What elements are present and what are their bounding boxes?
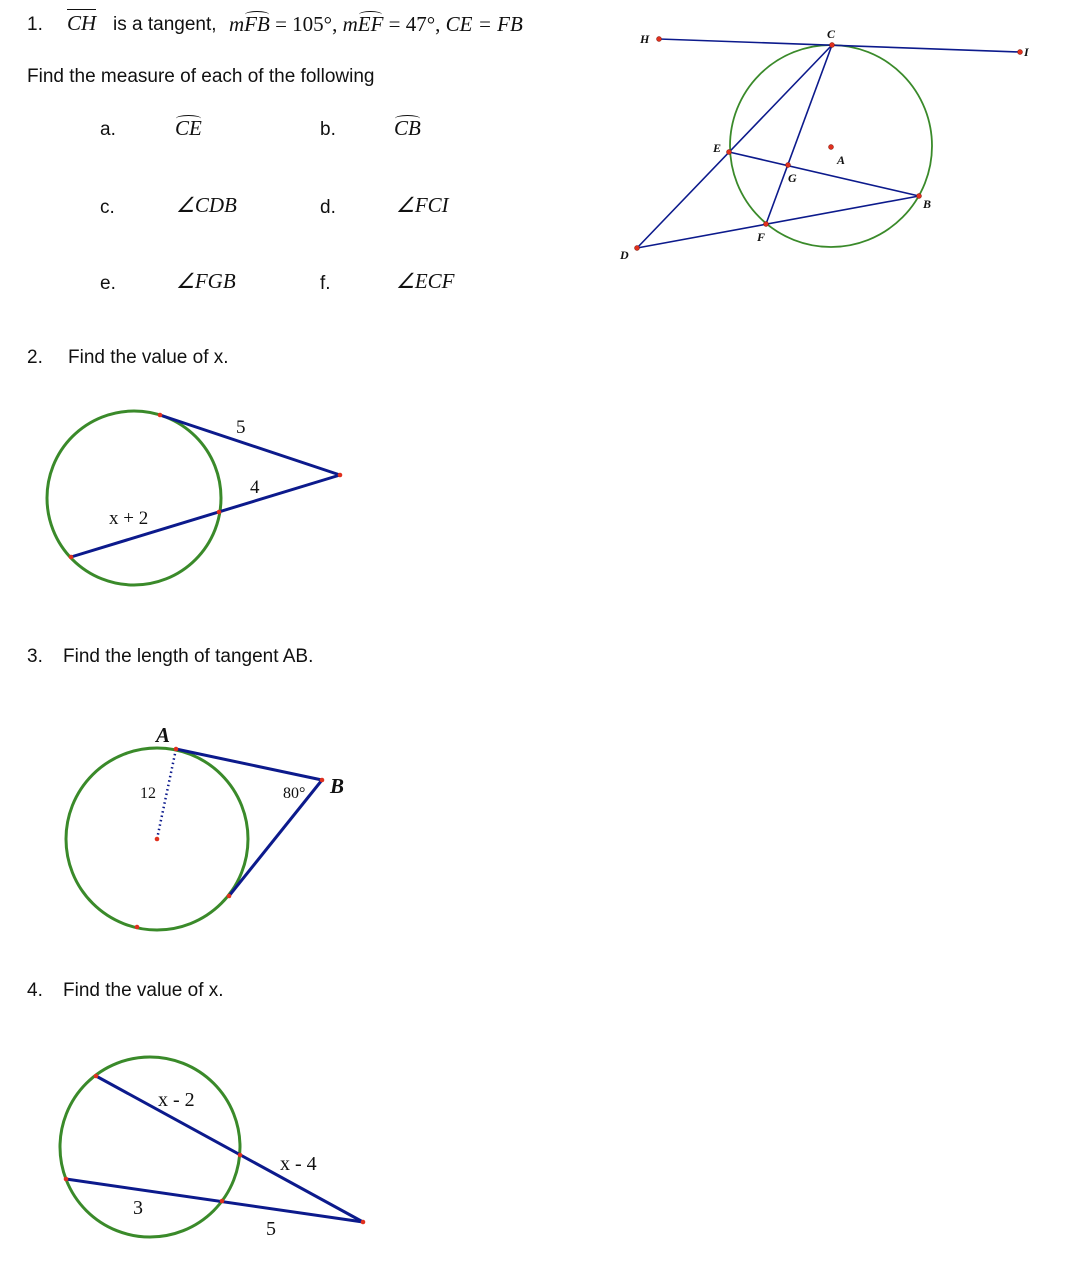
item-a-expr: CE: [175, 116, 202, 140]
item-b-letter: b.: [320, 119, 336, 140]
q1-lines: [637, 39, 1020, 248]
item-d-letter: d.: [320, 197, 336, 218]
q4-label-5: 5: [266, 1218, 276, 1240]
q3-number: 3.: [27, 646, 43, 667]
label-g: G: [788, 171, 797, 185]
q3-diagram: [66, 723, 344, 930]
q2-label-4: 4: [250, 477, 260, 498]
item-e-expr: ∠FGB: [176, 269, 236, 293]
label-d: D: [620, 248, 629, 262]
q3-label-b: B: [330, 774, 345, 798]
q2-number: 2.: [27, 347, 43, 368]
label-b: B: [923, 197, 932, 211]
label-i: I: [1024, 45, 1029, 59]
item-b-expr: CB: [394, 116, 421, 140]
label-f: F: [757, 230, 766, 244]
q2-label-x-plus-2: x + 2: [109, 508, 149, 529]
q2-text: Find the value of x.: [68, 347, 229, 368]
q3-text: Find the length of tangent AB.: [63, 646, 314, 667]
q1-text: is a tangent,: [113, 14, 217, 35]
q1-instruction: Find the measure of each of the following: [27, 66, 375, 87]
q1-number: 1.: [27, 14, 43, 35]
q4-number: 4.: [27, 980, 43, 1001]
q1-given: mFB = 105°, mEF = 47°, CE = FB: [229, 12, 523, 36]
q1-points: [635, 37, 1023, 251]
q4-text: Find the value of x.: [63, 980, 224, 1001]
q3-radius: [157, 749, 176, 839]
q1-diagram: [619, 27, 1030, 262]
q3-label-80: 80°: [283, 785, 306, 802]
label-e: E: [713, 141, 722, 155]
q4-label-3: 3: [133, 1197, 143, 1219]
q3-label-12: 12: [140, 785, 156, 802]
q2-label-5: 5: [236, 417, 246, 438]
item-e-letter: e.: [100, 273, 116, 294]
item-a-letter: a.: [100, 119, 116, 140]
item-f-expr: ∠ECF: [396, 269, 455, 293]
label-a: A: [837, 153, 846, 167]
item-c-letter: c.: [100, 197, 115, 218]
label-h: H: [640, 32, 650, 46]
q4-label-x-minus-4: x - 4: [280, 1153, 317, 1175]
q3-label-a: A: [156, 723, 171, 747]
item-c-expr: ∠CDB: [176, 193, 237, 217]
q1-segment-ch: CH: [67, 11, 97, 35]
item-f-letter: f.: [320, 273, 331, 294]
item-d-expr: ∠FCI: [396, 193, 449, 217]
label-c: C: [827, 27, 836, 41]
q4-label-x-minus-2: x - 2: [158, 1089, 195, 1111]
q4-diagram: [60, 1057, 365, 1240]
q2-diagram: [47, 411, 342, 585]
